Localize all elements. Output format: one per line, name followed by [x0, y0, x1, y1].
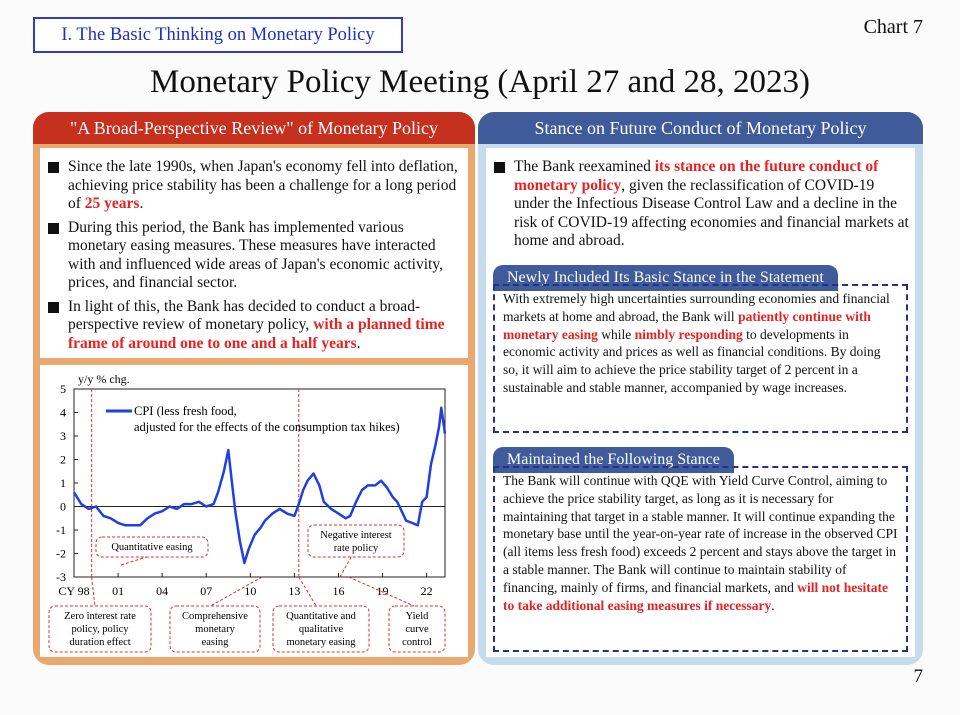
x-tick-label: 10	[244, 584, 257, 598]
stance-bullet-text: The Bank reexamined	[514, 158, 655, 175]
maintained-stance-text: The Bank will continue with QQE with Yield Curve Control, aiming to achieve the price stability target, as long as it is necessary for maintaining that target in a stable manner. It will continue expanding the monetary base until the year-on-year rate of increase in the observed CPI (all items less fresh food) exceeds 2 percent and stays above the target in a stable manner. The Bank will continue to maintain stability of financing, mainly of firms, and financial markets, and	[503, 473, 898, 595]
y-tick-label: -2	[56, 546, 66, 561]
event-callout-pointer	[92, 577, 95, 606]
basic-stance-emphasis: nimbly responding	[634, 326, 743, 342]
x-tick-label: 04	[156, 584, 169, 598]
review-bullet-text: In light of this, the Bank has decided to conduct a broad-perspective review of monetary policy,	[68, 297, 421, 333]
review-bullet-emphasis: 25 years	[84, 195, 140, 212]
y-tick-label: 0	[60, 499, 66, 514]
y-tick-label: 5	[60, 382, 66, 396]
maintained-stance-emphasis: will not hesitate to take additional easing measures if necessary	[503, 579, 889, 613]
left-bullet-list	[46, 158, 462, 358]
maintained-stance-text: .	[771, 597, 775, 613]
stance-bullet	[492, 158, 912, 251]
event-label: Quantitative easing	[111, 542, 193, 553]
chart-number: Chart 7	[863, 16, 923, 38]
maintained-stance-box	[493, 466, 908, 652]
basic-stance-box	[493, 284, 908, 433]
event-label: Quantitative and qualitative monetary easing	[286, 611, 356, 648]
review-bullet	[46, 158, 462, 214]
basic-stance-text: to developments in economic activity and prices as well as financial conditions. By doing so, it will aim to achieve the price stability target of 2 percent in a sustainable and stable manner, accompanied by wage increases.	[503, 326, 881, 395]
event-label: Negative interest rate policy	[320, 530, 392, 554]
y-tick-label: -3	[56, 570, 66, 584]
page-title: Monetary Policy Meeting (April 27 and 28, 2023)	[150, 64, 810, 100]
maintained-stance-heading: Maintained the Following Stance	[493, 447, 734, 473]
left-panel-heading: "A Broad-Perspective Review" of Monetary Policy	[33, 112, 475, 144]
basic-stance-text: while	[597, 326, 635, 342]
y-tick-label: -1	[56, 523, 66, 537]
event-callout-pointer	[299, 577, 316, 606]
x-tick-label: 22	[420, 584, 433, 598]
review-bullet-text: .	[139, 195, 144, 212]
stance-bullet-text: , given the reclassification of COVID-19 under the Infectious Disease Control Law and a decline in the risk of COVID-19 affecting economies and financial markets at home and abroad.	[514, 176, 909, 249]
left-panel-text	[40, 148, 468, 358]
event-label: Comprehensive monetary easing	[182, 611, 248, 648]
event-callout-pointer	[121, 557, 146, 565]
y-tick-label: 3	[60, 429, 66, 443]
basic-stance-text: With extremely high uncertainties surrounding economies and financial markets at home and abroad, the Bank will	[503, 291, 890, 324]
section-label: I. The Basic Thinking on Monetary Policy	[33, 17, 403, 53]
review-bullet-text: Since the late 1990s, when Japan's economy fell into deflation, achieving price stability has been a challenge for a long period of	[68, 158, 458, 212]
basic-stance-text	[503, 290, 898, 397]
event-label: Zero interest rate policy, policy duration effect	[64, 611, 136, 648]
x-tick-label: 07	[200, 584, 213, 598]
y-tick-label: 1	[60, 476, 66, 490]
review-bullet-emphasis: with a planned time frame of around one to one and a half years	[68, 316, 445, 352]
review-bullet-text: During this period, the Bank has implemented various monetary easing measures. These measures have interacted with and influenced wide areas of Japan's economic activity, prices, and financial sector.	[68, 218, 443, 291]
y-tick-label: 2	[60, 452, 66, 467]
stance-bullet-emphasis: its stance on the future conduct of monetary policy	[514, 158, 879, 194]
review-bullet	[46, 298, 462, 354]
page-number: 7	[913, 666, 923, 687]
event-callout-pointer	[340, 557, 351, 577]
event-callout-pointer	[349, 577, 414, 606]
y-tick-label: 4	[60, 405, 66, 420]
review-bullet-text: .	[356, 334, 361, 352]
x-tick-label: 16	[332, 584, 345, 598]
basic-stance-emphasis: patiently continue with monetary easing	[503, 308, 871, 342]
right-bullet	[492, 158, 912, 256]
cpi-chart	[40, 365, 468, 657]
maintained-stance-text	[503, 472, 898, 614]
review-bullet	[46, 219, 462, 293]
y-axis-label: y/y % chg.	[78, 372, 130, 386]
x-tick-label: 13	[288, 584, 301, 598]
x-tick-label: 19	[376, 584, 389, 598]
x-tick-label: CY 98	[58, 584, 90, 598]
event-label: Yield curve control	[402, 611, 432, 648]
basic-stance-heading: Newly Included Its Basic Stance in the Statement	[493, 265, 838, 291]
x-tick-label: 01	[112, 584, 125, 598]
cpi-chart-area	[40, 365, 468, 657]
right-panel-heading: Stance on Future Conduct of Monetary Policy	[478, 112, 923, 144]
legend-label: CPI (less fresh food, adjusted for the effects of the consumption tax hikes)	[134, 404, 400, 434]
